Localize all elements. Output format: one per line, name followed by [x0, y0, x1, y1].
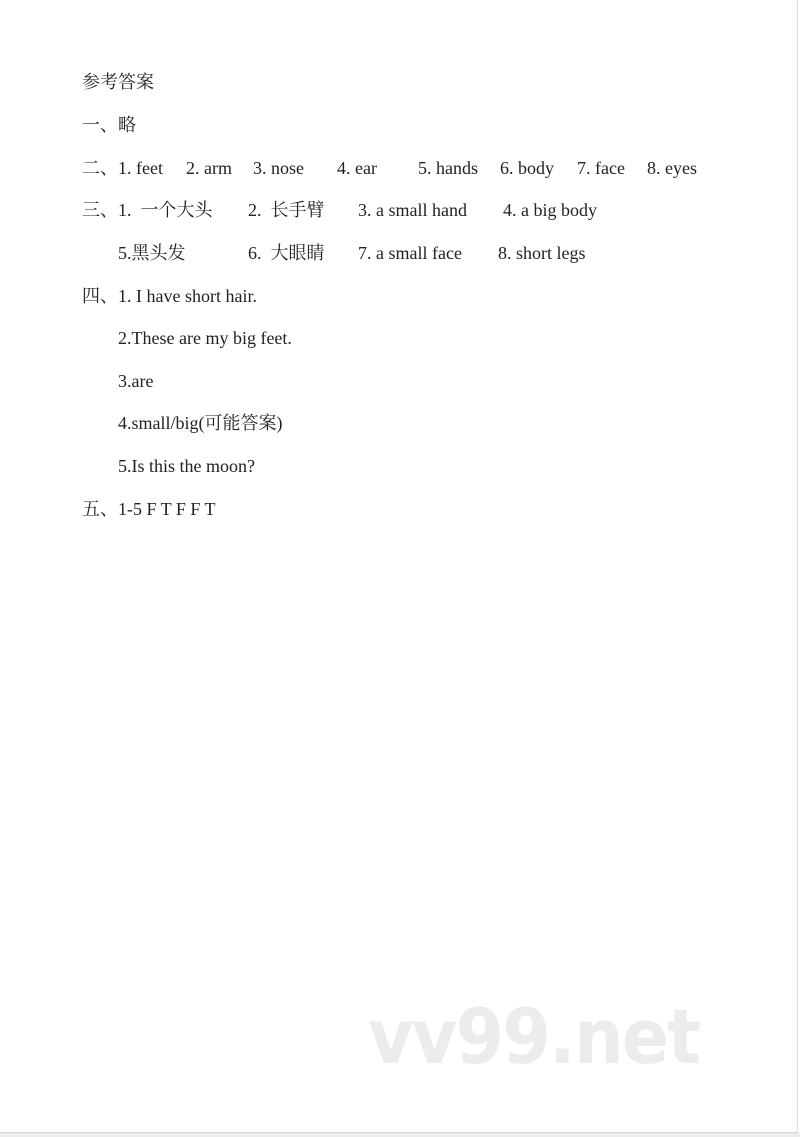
section-4-label: 四、 — [82, 286, 118, 306]
answer-item: 1. feet — [118, 158, 163, 178]
answer-item: 2.These are my big feet. — [118, 328, 292, 348]
answer-item: 3.are — [118, 371, 154, 391]
answer-item: 4.small/big(可能答案) — [118, 413, 283, 433]
section-3-label: 三、 — [82, 200, 118, 220]
section-1-label: 一、 — [82, 115, 118, 135]
answer-item: 1-5 F T F F T — [118, 499, 216, 519]
section-2-label: 二、 — [82, 158, 118, 178]
answer-item: 6. body — [500, 158, 554, 178]
page-title: 参考答案 — [82, 72, 154, 92]
answer-item: 3. a small hand — [358, 200, 467, 220]
answer-item: 5. hands — [418, 158, 478, 178]
answer-item: 2. arm — [186, 158, 232, 178]
answer-item: 1. I have short hair. — [118, 286, 257, 306]
answer-item: 5.黑头发 — [118, 243, 186, 263]
section-5-label: 五、 — [82, 499, 118, 519]
answer-item: 8. eyes — [647, 158, 697, 178]
answer-item: 7. face — [577, 158, 625, 178]
answer-item: 6. 大眼睛 — [248, 243, 325, 263]
answer-item: 8. short legs — [498, 243, 586, 263]
answer-item: 3. nose — [253, 158, 304, 178]
answer-item: 5.Is this the moon? — [118, 456, 255, 476]
answer-item: 4. ear — [337, 158, 377, 178]
answer-item: 4. a big body — [503, 200, 597, 220]
answer-item: 2. 长手臂 — [248, 200, 325, 220]
answer-item: 略 — [118, 115, 136, 135]
answer-item: 1. 一个大头 — [118, 200, 213, 220]
answer-item: 7. a small face — [358, 243, 462, 263]
page-bottom-edge — [0, 1133, 800, 1137]
watermark: vv99.net — [368, 992, 699, 1081]
